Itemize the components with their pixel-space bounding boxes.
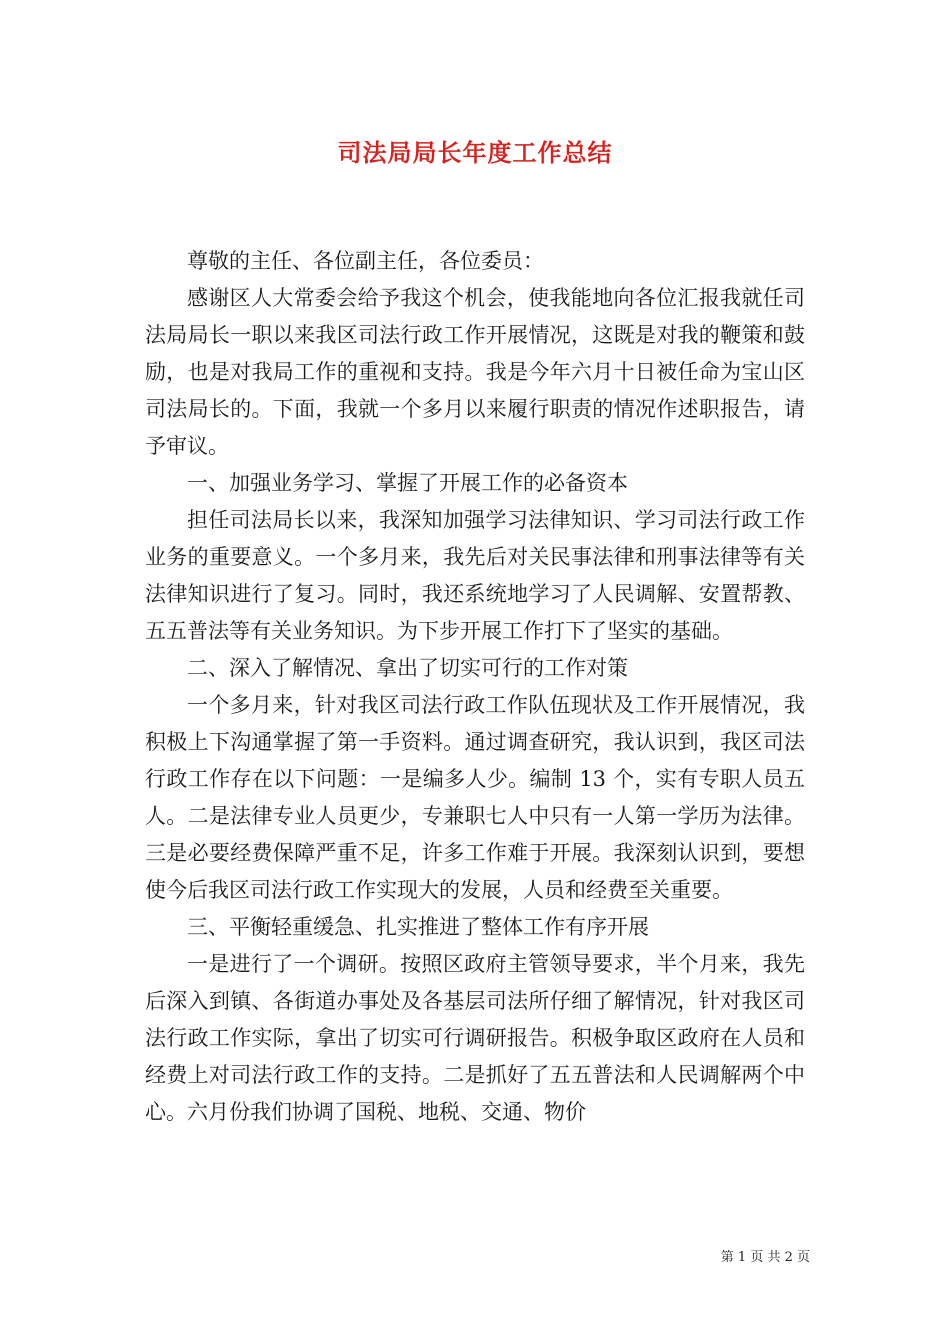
section-heading-3: 三、平衡轻重缓急、扎实推进了整体工作有序开展 — [187, 915, 649, 939]
paragraph-salutation: 尊敬的主任、各位副主任，各位委员： — [187, 249, 544, 273]
document-title: 司法局局长年度工作总结 — [337, 138, 613, 167]
paragraph-section-1: 担任司法局长以来，我深知加强学习法律知识、学习司法行政工作业务的重要意义。一个多月来，我先后对关民事法律和刑事法律等有关法律知识进行了复习。同时，我还系统地学习了人民调解、安置帮教、五五普法等有关业务知识。为下步开展工作打下了坚实的基础。 — [145, 508, 805, 643]
section-heading-2: 二、深入了解情况、拿出了切实可行的工作对策 — [187, 656, 628, 680]
document-body — [145, 243, 805, 1131]
paragraph-section-2: 一个多月来，针对我区司法行政工作队伍现状及工作开展情况，我积极上下沟通掌握了第一手资料。通过调查研究，我认识到，我区司法行政工作存在以下问题：一是编多人少。编制 13 个，实有专职人员五人。二是法律专业人员更少，专兼职七人中只有一人第一学历为法律。三是必要经费保障严重不足，许多工作难于开展。我深刻认识到，要想使今后我区司法行政工作实现大的发展，人员和经费至关重要。 — [145, 693, 805, 902]
page-number: 第 1 页 共 2 页 — [720, 1250, 810, 1265]
section-heading-1: 一、加强业务学习、掌握了开展工作的必备资本 — [187, 471, 628, 495]
paragraph-section-3: 一是进行了一个调研。按照区政府主管领导要求，半个月来，我先后深入到镇、各街道办事处及各基层司法所仔细了解情况，针对我区司法行政工作实际，拿出了切实可行调研报告。积极争取区政府在人员和经费上对司法行政工作的支持。二是抓好了五五普法和人民调解两个中心。六月份我们协调了国税、地税、交通、物价 — [145, 952, 805, 1124]
paragraph-intro: 感谢区人大常委会给予我这个机会，使我能地向各位汇报我就任司法局局长一职以来我区司法行政工作开展情况，这既是对我的鞭策和鼓励，也是对我局工作的重视和支持。我是今年六月十日被任命为宝山区司法局长的。下面，我就一个多月以来履行职责的情况作述职报告，请予审议。 — [145, 286, 805, 458]
